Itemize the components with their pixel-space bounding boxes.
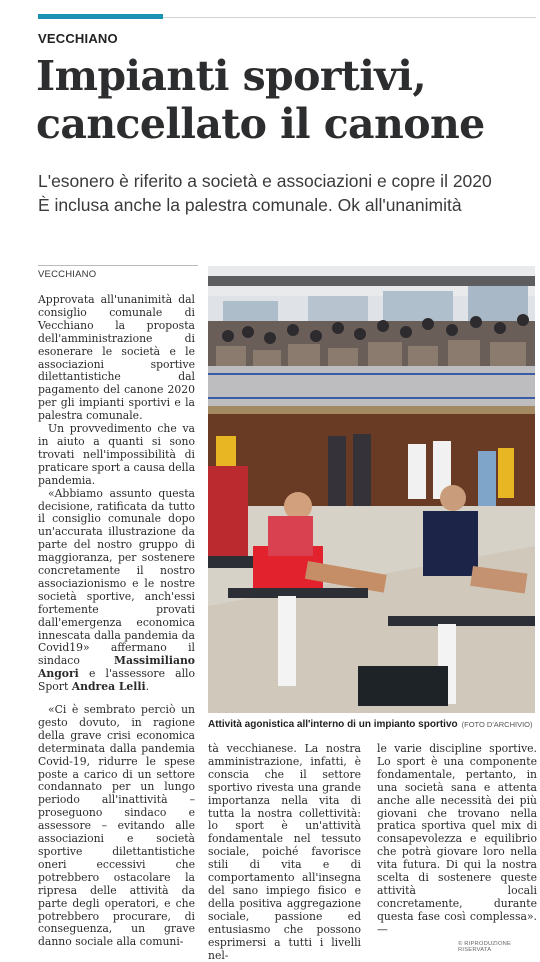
article-photo bbox=[208, 266, 535, 713]
paragraph-1: Approvata all'unanimità dal consiglio comunale di Vecchiano la proposta dell'amministrazione di esonerare le società e le associazioni sportive dilettantistiche dal pagamento del canone 2020 per gli impianti sportivi e la palestra comunale. bbox=[38, 293, 195, 423]
byline-rule bbox=[38, 265, 198, 266]
article-column-1-bottom bbox=[38, 704, 195, 949]
headline-line-2: cancellato il canone bbox=[36, 100, 485, 148]
section-accent-bar bbox=[38, 14, 163, 19]
article-column-1 bbox=[38, 294, 195, 694]
photo-caption bbox=[208, 719, 538, 730]
caption-text: Attività agonistica all'interno di un impianto sportivo bbox=[208, 719, 458, 730]
article-headline bbox=[36, 52, 536, 148]
subhead-line-2: È inclusa anche la palestra comunale. Ok all'unanimità bbox=[38, 195, 462, 215]
headline-line-1: Impianti sportivi, bbox=[36, 52, 427, 100]
article-column-2 bbox=[208, 743, 361, 962]
article-column-3 bbox=[377, 743, 537, 937]
paragraph-2: Un provvedimento che va in aiuto a quanti si sono trovati nell'impossibilità di praticare sport a causa della pandemia. bbox=[38, 422, 196, 487]
paragraph-3 bbox=[38, 488, 195, 695]
paragraph-4-part-3: le varie discipline sportive. Lo sport è una componente fondamentale, pertanto, in una società sana e attenta anche alle necessità dei più giovani che trovano nella pratica sportiva quel mix di consapevolezza e equilibrio che potrà giovare loro nella vita futura. Di qui la nostra scelta di sostenere queste attività locali concretamente, durante questa fase così complessa».— bbox=[377, 742, 537, 936]
section-label: VECCHIANO bbox=[38, 31, 118, 46]
paragraph-3-text-c: . bbox=[145, 680, 150, 694]
paragraph-3-text-b: e l'assessore allo Sport bbox=[38, 667, 195, 694]
caption-credit: (FOTO D'ARCHIVIO) bbox=[461, 720, 533, 729]
paragraph-4-part-2: tà vecchianese. La nostra amministrazione, infatti, è conscia che il settore sportivo rivesta una grande importanza nella vita di tutta la nostra collettività: lo sport è un'attività fondamentale nel tessuto sociale, poiché favorisce stili di vita e di comportamento all'insegna del sano impiego fisico e della positiva aggregazione sociale, passione ed entusiasmo che possono esprimersi a tutti i livelli nel- bbox=[208, 742, 361, 962]
rowing-competition-photo bbox=[208, 266, 535, 713]
copyright-notice: © RIPRODUZIONE RISERVATA bbox=[458, 941, 512, 953]
byline: VECCHIANO bbox=[38, 269, 97, 280]
paragraph-3-text-a: «Abbiamo assunto questa decisione, ratificata da tutto il consiglio comunale dopo un'accurata illustrazione da parte del nostro gruppo di maggioranza, per sostenere concretamente il nostro associazionismo e le nostre società sportive, anch'essi fortemente provati dall'emergenza economica innescata dalla pandemia da Covid19» affermano il sindaco bbox=[38, 486, 195, 668]
subhead-line-1: L'esonero è riferito a società e associazioni e copre il 2020 bbox=[38, 171, 492, 191]
paragraph-4-part-1: «Ci è sembrato perciò un gesto dovuto, in ragione della grave crisi economica determinata dalla pandemia Covid-19, ridurre le spese poste a carico di un settore condannato per un lungo periodo all'inattività – proseguono sindaco e assessore – evitando alle associazioni e società sportive dilettantistiche oneri eccessivi che potrebbero ostacolare la ripresa delle attività da parte degli operatori, e che potrebbero procurare, di conseguenza, un grave danno sociale alla comuni- bbox=[38, 703, 195, 949]
article-subheadline bbox=[38, 169, 538, 217]
mayor-name: Massimiliano Angori bbox=[38, 654, 195, 681]
councillor-name: Andrea Lelli bbox=[71, 680, 146, 694]
